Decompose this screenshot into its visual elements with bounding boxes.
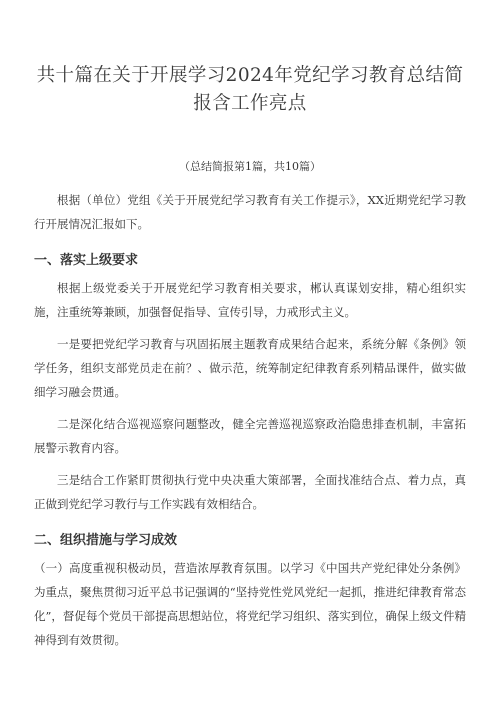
- section-heading-1: 一、落实上级要求: [34, 253, 139, 268]
- intro-paragraph: 根据（单位）党组《关于开展党纪学习教育有关工作提示》，XX近期党纪学习教行开展情况汇报如下。: [34, 193, 466, 231]
- section-2-paragraph: （一）高度重视积极动员，营造浓厚教育氛围。以学习《中国共产党纪律处分条例》为重点，聚焦贯彻习近平总书记强调的“坚持党性党风党纪一起抓，推进纪律教育常态化”，督促每个党员干部提高思想站位，将党纪学习组织、落实到位，确保上级文件精神得到有效贯彻。: [34, 561, 466, 647]
- document-subtitle: （总结简报第1篇，共10篇）: [179, 160, 321, 173]
- title-line-2: 报含工作亮点: [193, 93, 307, 114]
- section-1-paragraph: 二是深化结合巡视巡察问题整改，健全完善巡视巡察政治隐患排查机制，丰富拓展警示教育内容。: [34, 417, 466, 455]
- section-1-paragraph: 一是要把党纪学习教育与巩固拓展主题教育成果结合起来，系统分解《条例》领学任务，组织支部党员走在前？、做示范，统筹制定纪律教育系列精品课件，做实做细学习融会贯通。: [34, 337, 466, 399]
- section-1-paragraph: 根据上级党委关于开展党纪学习教育相关要求，郴认真谋划安排，精心组织实施，注重统筹兼顾，加强督促指导、宣传引导，力戒形式主义。: [34, 281, 466, 319]
- section-heading-2: 二、组织措施与学习成效: [34, 533, 178, 548]
- document-title: [34, 62, 466, 118]
- section-1-paragraph: 三是结合工作紧盯贯彻执行党中央决重大策部署，全面找准结合点、着力点，真正做到党纪学习教行与工作实践有效相结合。: [34, 473, 466, 511]
- title-line-1: 共十篇在关于开展学习2024年党纪学习教育总结简: [36, 65, 464, 86]
